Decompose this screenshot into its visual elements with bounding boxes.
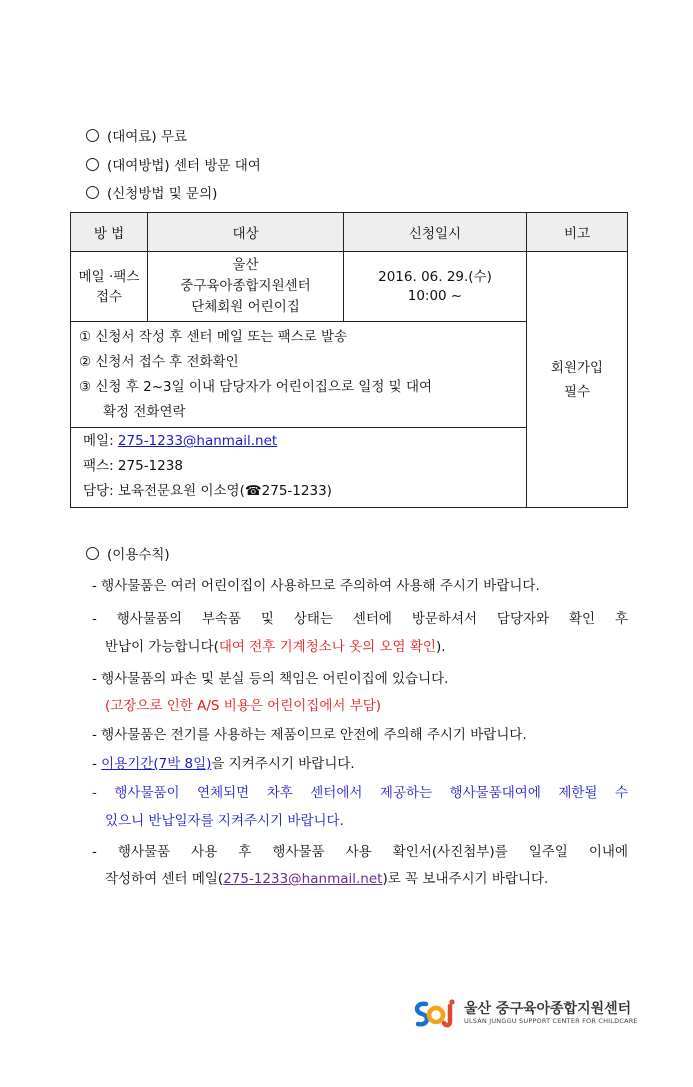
circle-bullet-icon bbox=[86, 186, 99, 199]
header-note: 비고 bbox=[527, 213, 628, 252]
contact-cell bbox=[71, 428, 527, 508]
rule-5: - 이용기간(7박 8일)을 지켜주시기 바랍니다. bbox=[92, 756, 355, 772]
fax-line: 팩스: 275-1238 bbox=[83, 458, 183, 474]
note-cell: 회원가입 필수 bbox=[527, 252, 628, 508]
application-table bbox=[70, 212, 628, 508]
date-cell: 2016. 06. 29.(수) 10:00 ~ bbox=[344, 252, 527, 322]
fee-line: (대여료) 무료 bbox=[86, 125, 187, 145]
rule-2b: 반납이 가능합니다(대여 전후 기계청소나 옷의 오염 확인). bbox=[105, 639, 446, 655]
logo-subtitle: ULSAN JUNGGU SUPPORT CENTER FOR CHILDCARE bbox=[464, 1017, 638, 1025]
manager-line: 담당: 보육전문요원 이소영(☎275-1233) bbox=[83, 483, 332, 499]
circle-bullet-icon bbox=[86, 129, 99, 142]
rule-7a: - 행사물품 사용 후 행사물품 사용 확인서(사진첨부)를 일주일 이내에 bbox=[92, 844, 628, 860]
method-line: (대여방법) 센터 방문 대여 bbox=[86, 154, 261, 174]
target-cell: 울산 중구육아종합지원센터 단체회원 어린이집 bbox=[148, 252, 344, 322]
rule-7b: 작성하여 센터 메일(275-1233@hanmail.net)로 꼭 보내주시기 바랍니다. bbox=[105, 871, 549, 887]
table-info-row bbox=[71, 252, 628, 322]
header-target: 대상 bbox=[148, 213, 344, 252]
header-date: 신청일시 bbox=[344, 213, 527, 252]
step-item: ③ 신청 후 2~3일 이내 담당자가 어린이집으로 일정 및 대여 bbox=[79, 379, 433, 395]
rule-1: - 행사물품은 여러 어린이집이 사용하므로 주의하여 사용해 주시기 바랍니다. bbox=[92, 578, 540, 594]
step-item: ① 신청서 작성 후 센터 메일 또는 팩스로 발송 bbox=[79, 329, 348, 345]
rule-4: - 행사물품은 전기를 사용하는 제품이므로 안전에 주의해 주시기 바랍니다. bbox=[92, 727, 527, 743]
step-item: 확정 전화연락 bbox=[103, 404, 186, 420]
rules-line: (이용수칙) bbox=[86, 543, 170, 563]
rule-3a: - 행사물품의 파손 및 분실 등의 책임은 어린이집에 있습니다. bbox=[92, 671, 449, 687]
step-item: ② 신청서 접수 후 전화확인 bbox=[79, 354, 239, 370]
logo-mark-icon bbox=[412, 998, 460, 1030]
circle-bullet-icon bbox=[86, 158, 99, 171]
rule-3b: (고장으로 인한 A/S 비용은 어린이집에서 부담) bbox=[105, 698, 382, 714]
method-cell: 메일 ·팩스 접수 bbox=[71, 252, 148, 322]
circle-bullet-icon bbox=[86, 547, 99, 560]
rule-6a: - 행사물품이 연체되면 차후 센터에서 제공하는 행사물품대여에 제한될 수 bbox=[92, 785, 628, 801]
table-header-row bbox=[71, 213, 628, 252]
logo-name: 울산 중구육아종합지원센터 bbox=[464, 1001, 632, 1017]
email-link[interactable]: 275-1233@hanmail.net bbox=[117, 433, 278, 449]
submit-email-link[interactable]: 275-1233@hanmail.net bbox=[223, 871, 383, 887]
usage-period-link[interactable]: 이용기간(7박 8일) bbox=[101, 756, 212, 772]
rule-6b: 있으니 반납일자를 지켜주시기 바랍니다. bbox=[105, 813, 344, 829]
email-line: 메일: 275-1233@hanmail.net bbox=[83, 433, 278, 449]
rule-2a: - 행사물품의 부속품 및 상태는 센터에 방문하셔서 담당자와 확인 후 bbox=[92, 611, 628, 627]
center-logo bbox=[412, 996, 638, 1032]
steps-cell bbox=[71, 322, 527, 428]
apply-line: (신청방법 및 문의) bbox=[86, 182, 217, 202]
header-method: 방 법 bbox=[71, 213, 148, 252]
